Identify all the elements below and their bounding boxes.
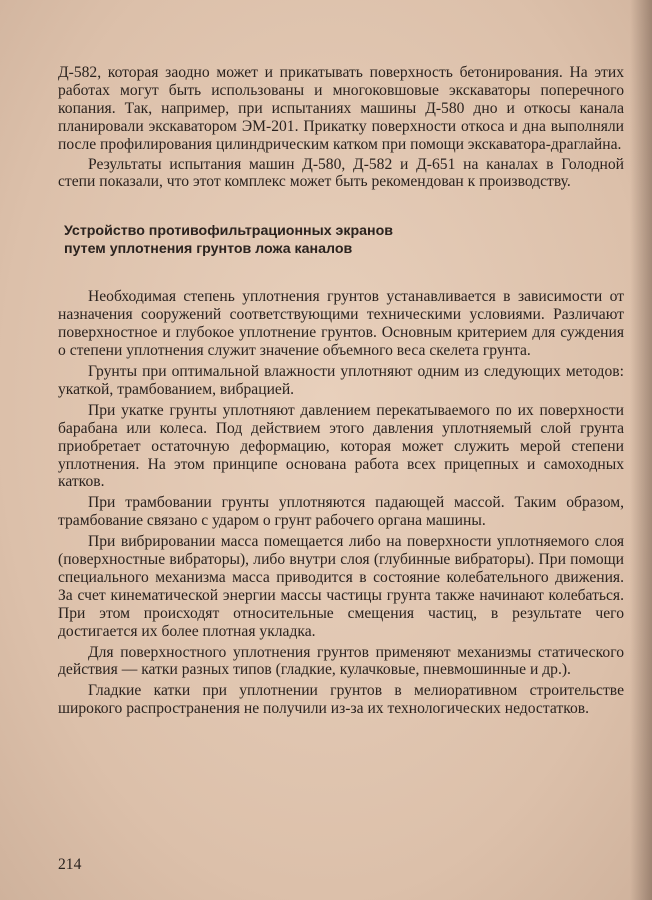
paragraph: Для поверхностного уплотнения грунтов применяют механизмы статического действия — катки разных типов (гладкие, кулачковые, пневмошинные и др.). [58, 643, 624, 679]
section-body [58, 288, 624, 718]
paragraph: Гладкие катки при уплотнении грунтов в мелиоративном строительстве широкого распространения не получили из-за их технологических недостатков. [58, 682, 624, 718]
section-heading-line: Устройство противофильтрационных экранов [64, 223, 393, 240]
page-edge-shadow [630, 0, 652, 900]
paragraph: Д-582, которая заодно может и прикатывать поверхность бетонирования. На этих работах могут быть использованы и многоковшовые экскаваторы поперечного копания. Так, например, при испытаниях машины Д-580 дно и откосы канала планировали экскаватором ЭМ-201. Прикатку поверхности откоса и дна выполняли после профилирования цилиндрическим катком при помощи экскаватора-драглайна. [58, 64, 624, 153]
paragraph: При укатке грунты уплотняют давлением перекатываемого по их поверхности барабана или колеса. Под действием этого давления уплотняемый слой грунта приобретает остаточную деформацию, которая может служить мерой степени уплотнения. На этом принципе основана работа всех прицепных и самоходных катков. [58, 401, 624, 491]
page-body [58, 64, 624, 721]
page-number: 214 [58, 856, 82, 873]
paragraph: Необходимая степень уплотнения грунтов устанавливается в зависимости от назначения сооружений соответствующими техническими условиями. Различают поверхностное и глубокое уплотнение грунтов. Основным критерием для суждения о степени уплотнения служит значение объемного веса скелета грунта. [58, 288, 624, 360]
paragraph: Результаты испытания машин Д-580, Д-582 и Д-651 на каналах в Голодной степи показали, что этот комплекс может быть рекомендован к производству. [58, 155, 624, 191]
paragraph: Грунты при оптимальной влажности уплотняют одним из следующих методов: укаткой, трамбованием, вибрацией. [58, 362, 624, 398]
section-heading [58, 223, 624, 258]
paragraph: При трамбовании грунты уплотняются падающей массой. Таким образом, трамбование связано с ударом о грунт рабочего органа машины. [58, 494, 624, 530]
paragraph: При вибрировании масса помещается либо на поверхности уплотняемого слоя (поверхностные вибраторы), либо внутри слоя (глубинные вибраторы). При помощи специального механизма масса приводится в состояние колебательного движения. За счет кинематической энергии массы частицы грунта также начинают колебаться. При этом происходят относительные смещения частиц, в результате чего достигается их более плотная укладка. [58, 533, 624, 640]
section-heading-line: путем уплотнения грунтов ложа каналов [64, 240, 353, 257]
